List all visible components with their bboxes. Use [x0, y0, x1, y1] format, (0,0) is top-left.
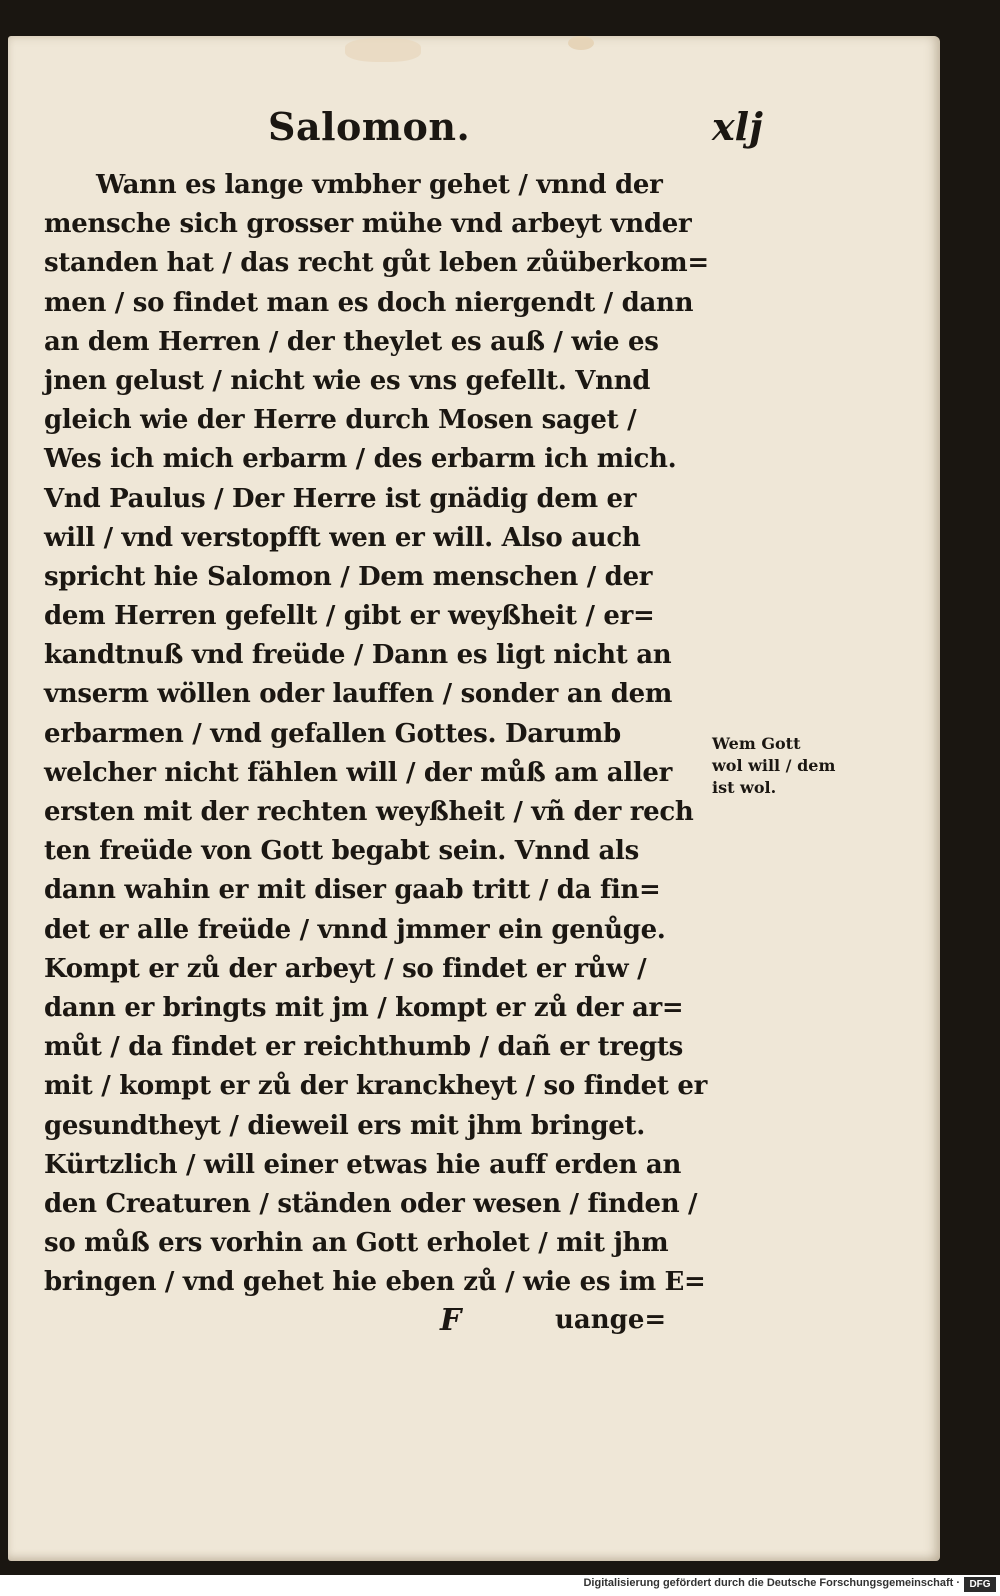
text-line: bringen / vnd gehet hie eben zů / wie es im E=	[44, 1267, 706, 1298]
marginal-note	[712, 733, 862, 799]
text-line: spricht hie Salomon / Dem menschen / der	[44, 561, 653, 592]
signature-mark: F	[440, 1303, 462, 1338]
text-line: ten freüde von Gott begabt sein. Vnnd als	[44, 836, 639, 867]
folio-number: xlj	[712, 104, 763, 149]
text-line: gesundtheyt / dieweil ers mit jhm bringet.	[44, 1110, 645, 1141]
text-line: Wann es lange vmbher gehet / vnnd der	[96, 170, 663, 200]
page-stain	[345, 38, 421, 62]
text-line: welcher nicht fählen will / der můß am aller	[44, 757, 673, 788]
text-line: dann er bringts mit jm / kompt er zů der ar=	[44, 992, 684, 1023]
footer-credit: Digitalisierung gefördert durch die Deutsche Forschungsgemeinschaft ·	[583, 1577, 960, 1589]
text-line: můt / da findet er reichthumb / dañ er tregts	[44, 1032, 683, 1063]
marginal-note-line: wol will / dem	[712, 756, 836, 775]
text-line: Kürtzlich / will einer etwas hie auff erden an	[44, 1149, 682, 1180]
text-line: Wes ich mich erbarm / des erbarm ich mich.	[44, 444, 677, 475]
catchword: uange=	[555, 1305, 667, 1335]
text-line: kandtnuß vnd freüde / Dann es ligt nicht an	[44, 640, 672, 671]
body-text	[44, 166, 709, 1302]
text-line: dem Herren gefellt / gibt er weyßheit / er=	[44, 601, 655, 632]
text-line: ersten mit der rechten weyßheit / vñ der rech	[44, 797, 694, 827]
dfg-logo: DFG	[964, 1577, 996, 1592]
text-line: men / so findet man es doch niergendt / dann	[44, 287, 694, 318]
text-line: Kompt er zů der arbeyt / so findet er růw /	[44, 953, 647, 984]
text-line: mit / kompt er zů der kranckheyt / so findet er	[44, 1071, 707, 1102]
text-line: an dem Herren / der theylet es auß / wie es	[44, 326, 659, 357]
marginal-note-line: ist wol.	[712, 778, 777, 797]
text-line: so můß ers vorhin an Gott erholet / mit jhm	[44, 1228, 669, 1259]
text-line: will / vnd verstopfft wen er will. Also auch	[44, 522, 641, 553]
text-line: erbarmen / vnd gefallen Gottes. Darumb	[44, 718, 621, 749]
marginal-note-line: Wem Gott	[712, 734, 801, 753]
text-line: vnserm wöllen oder lauffen / sonder an dem	[44, 679, 673, 710]
page-stain	[568, 36, 594, 50]
running-title: Salomon.	[268, 104, 471, 149]
text-line: mensche sich grosser mühe vnd arbeyt vnder	[44, 209, 692, 240]
text-line: den Creaturen / ständen oder wesen / finden /	[44, 1188, 698, 1219]
text-line: det er alle freüde / vnnd jmmer ein genůge.	[44, 914, 666, 945]
text-line: gleich wie der Herre durch Mosen saget /	[44, 405, 637, 436]
text-line: standen hat / das recht gůt leben zůüberkom=	[44, 248, 709, 279]
text-line: dann wahin er mit diser gaab tritt / da fin=	[44, 875, 661, 906]
text-line: jnen gelust / nicht wie es vns gefellt. Vnnd	[44, 365, 651, 396]
text-line: Vnd Paulus / Der Herre ist gnädig dem er	[44, 483, 637, 514]
footer-bar	[0, 1575, 1000, 1596]
